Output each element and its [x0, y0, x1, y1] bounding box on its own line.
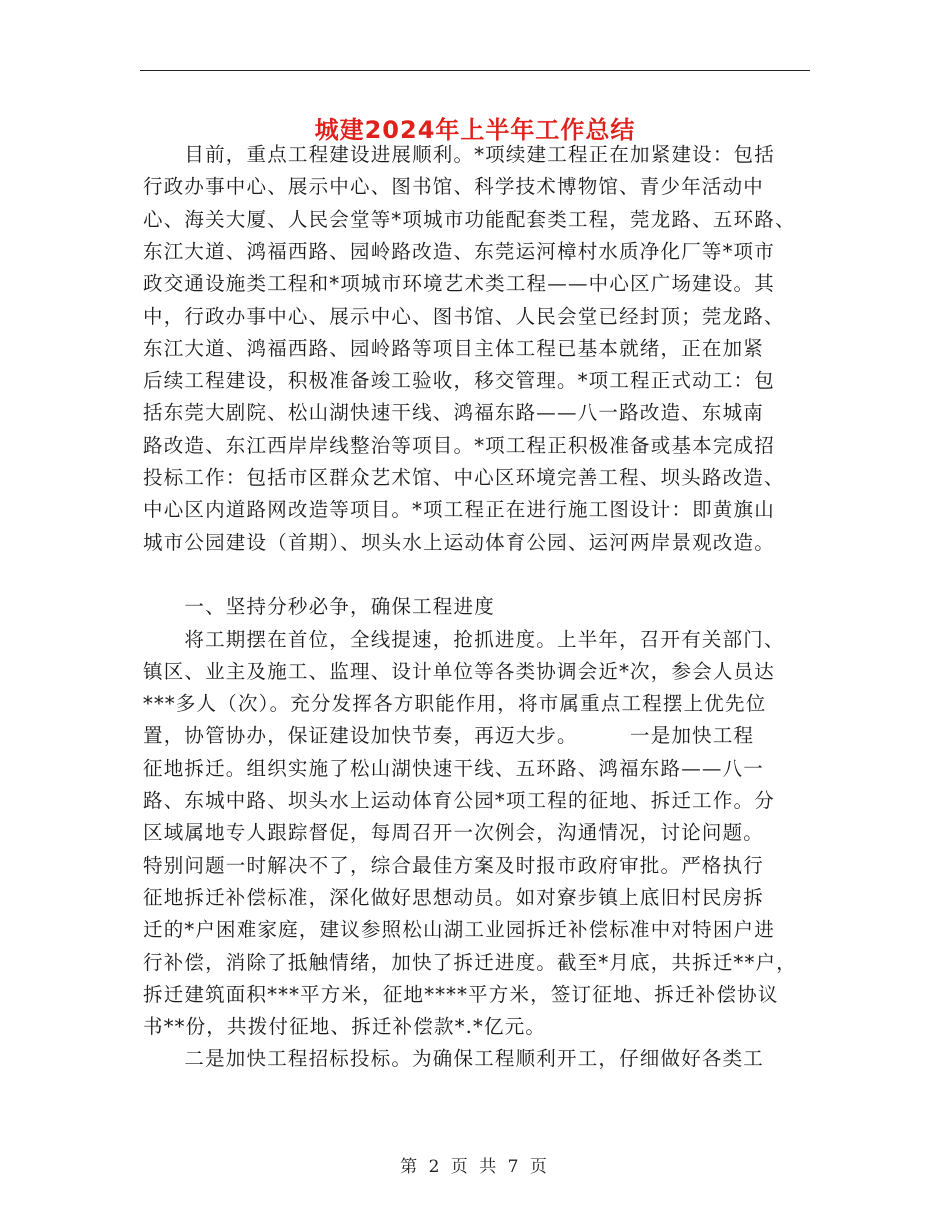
body-line: ***多人（次）。充分发挥各方职能作用，将市属重点工程摆上优先位 [143, 692, 767, 716]
body-line: 征地拆迁。组织实施了松山湖快速干线、五环路、鸿福东路——八一 [143, 756, 765, 780]
header-rule [140, 70, 810, 71]
body-line: 书**份，共拨付征地、拆迁补偿款*.*亿元。 [143, 1015, 547, 1039]
document-title: 城建2024年上半年工作总结 [314, 116, 636, 144]
body-line: 后续工程建设，积极准备竣工验收，移交管理。*项工程正式动工：包 [143, 369, 775, 393]
body-line: 心、海关大厦、人民会堂等*项城市功能配套类工程，莞龙路、五环路、 [143, 207, 796, 231]
body-line: 特别问题一时解决不了，综合最佳方案及时报市政府审批。严格执行 [143, 853, 765, 877]
body-line: 城市公园建设（首期）、坝头水上运动体育公园、运河两岸景观改造。 [143, 530, 775, 554]
body-line: 行政办事中心、展示中心、图书馆、科学技术博物馆、青少年活动中 [143, 175, 765, 199]
body-line: 区域属地专人跟踪督促，每周召开一次例会，沟通情况，讨论问题。 [143, 821, 765, 845]
page-footer: 第 2 页 共 7 页 [400, 1157, 550, 1177]
body-line: 政交通设施类工程和*项城市环境艺术类工程——中心区广场建设。其 [143, 272, 775, 296]
body-line: 括东莞大剧院、松山湖快速干线、鸿福东路——八一路改造、东城南 [143, 401, 765, 425]
body-line: 中心区内道路网改造等项目。*项工程正在进行施工图设计：即黄旗山 [143, 498, 775, 522]
body-line: 投标工作：包括市区群众艺术馆、中心区环境完善工程、坝头路改造、 [143, 466, 785, 489]
body-line: 路、东城中路、坝头水上运动体育公园*项工程的征地、拆迁工作。分 [143, 789, 775, 812]
body-line: 将工期摆在首位，全线提速，抢抓进度。上半年，召开有关部门、 [143, 627, 785, 651]
body-line: 二是加快工程招标投标。为确保工程顺利开工，仔细做好各类工 [143, 1047, 765, 1071]
body-line: 东江大道、鸿福西路、园岭路等项目主体工程已基本就绪，正在加紧 [143, 336, 765, 360]
body-line: 置，协管协办，保证建设加快节奏，再迈大步。 一是加快工程 [143, 724, 755, 748]
body-line: 行补偿，消除了抵触情绪，加快了拆迁进度。截至*月底，共拆迁**户， [143, 950, 797, 974]
body-line: 征地拆迁补偿标准，深化做好思想动员。如对寮步镇上底旧村民房拆 [143, 885, 765, 909]
body-line: 拆迁建筑面积***平方米，征地****平方米，签订征地、拆迁补偿协议 [143, 982, 779, 1006]
body-line: 镇区、业主及施工、监理、设计单位等各类协调会近*次，参会人员达 [143, 659, 775, 683]
body-line: 目前，重点工程建设进展顺利。*项续建工程正在加紧建设：包括 [143, 143, 775, 166]
body-line: 迁的*户困难家庭，建议参照松山湖工业园拆迁补偿标准中对特困户进 [143, 918, 775, 942]
body-line: 东江大道、鸿福西路、园岭路改造、东莞运河樟村水质净化厂等*项市 [143, 239, 775, 263]
body-line: 一、坚持分秒必争，确保工程进度 [143, 595, 495, 619]
body-line: 中，行政办事中心、展示中心、图书馆、人民会堂已经封顶；莞龙路、 [143, 304, 785, 328]
body-line: 路改造、东江西岸岸线整治等项目。*项工程正积极准备或基本完成招 [143, 433, 775, 457]
